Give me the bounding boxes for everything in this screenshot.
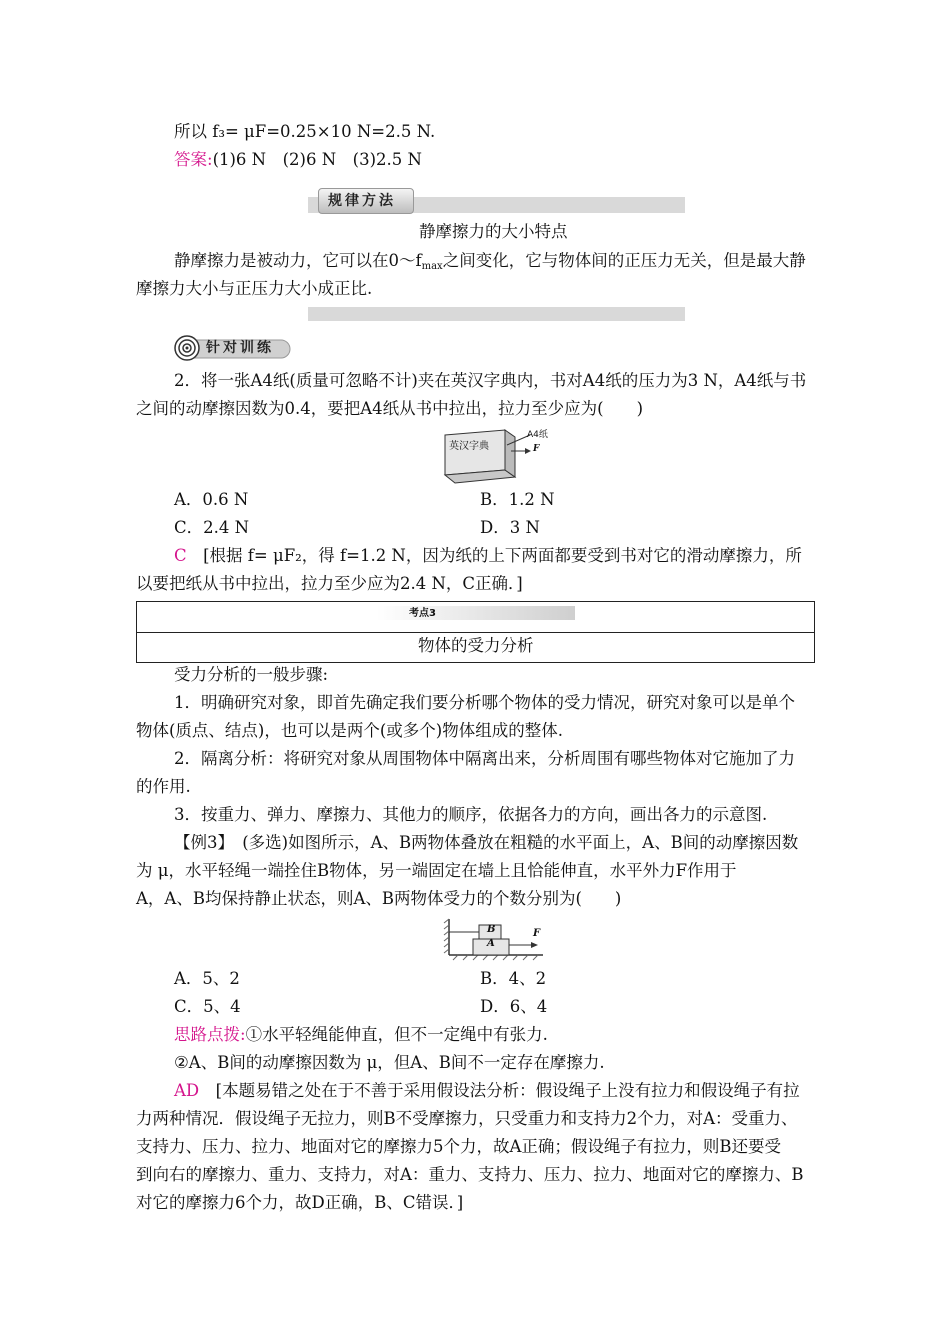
hint-line2: ②A、B间的动摩擦因数为 μ，但A、B间不一定存在摩擦力. [174, 1053, 605, 1072]
method-badge-text: 规律方法 [328, 193, 396, 209]
force-label: F [533, 444, 540, 454]
method-badge [318, 188, 414, 214]
book-label: 英汉字典 [449, 441, 489, 452]
q2-line2: 之间的动摩擦因数为0.4，要把A4纸从书中拉出，拉力至少应为( ) [136, 399, 644, 418]
example3-line3: A，A、B均保持静止状态，则A、B两物体受力的个数分别为( ) [136, 889, 622, 908]
paper-label: A4纸 [527, 430, 548, 440]
q2-explain-line2: 以要把纸从书中拉出，拉力至少应为2.4 N，C正确．] [136, 574, 523, 593]
kaodian-badge: 考点3 [409, 608, 436, 619]
example3-line2: 为 μ，水平轻绳一端拴住B物体，另一端固定在墙上且恰能伸直，水平外力F作用于 [136, 861, 737, 880]
calc-line: 所以 f₃= μF=0.25×10 N=2.5 N. [174, 122, 436, 141]
blocks-force-label: F [533, 928, 541, 939]
answer-line [174, 149, 422, 171]
hint-line1 [174, 1024, 548, 1046]
step3: 3．按重力、弹力、摩擦力、其他力的顺序，依据各力的方向，画出各力的示意图. [174, 805, 768, 824]
hint1: ①水平轻绳能伸直，但不一定绳中有张力. [245, 1025, 548, 1044]
method-text-sub: max [421, 261, 443, 272]
step1-line2: 物体(质点、结点)，也可以是两个(或多个)物体组成的整体. [136, 721, 563, 740]
block-b-label: B [487, 924, 496, 935]
method-title: 静摩擦力的大小特点 [419, 222, 568, 241]
step1-line1: 1．明确研究对象，即首先确定我们要分析哪个物体的受力情况，研究对象可以是单个 [174, 693, 795, 712]
kaodian-box [136, 601, 815, 663]
ex3-option-c: C．5、4 [174, 997, 241, 1016]
kaodian-title: 物体的受力分析 [418, 636, 534, 655]
q2-option-b: B．1.2 N [480, 490, 555, 509]
step2-line2: 的作用. [136, 777, 191, 796]
blocks-diagram [443, 917, 548, 961]
example3-line1: 【例3】 (多选)如图所示，A、B两物体叠放在粗糙的水平面上，A、B间的动摩擦因数 [174, 833, 799, 852]
method-banner-bottom [308, 307, 685, 321]
answer-label: 答案: [174, 150, 213, 169]
hint-label: 思路点拨: [174, 1025, 246, 1044]
ex3-exp1: [本题易错之处在于不善于采用假设法分析：假设绳子上没有拉力和假设绳子有拉 [215, 1081, 800, 1100]
q2-option-d: D．3 N [480, 518, 540, 537]
ex3-exp-line2: 力两种情况．假设绳子无拉力，则B不受摩擦力，只受重力和支持力2个力，对A：受重力、 [136, 1109, 798, 1128]
q2-answer-letter: C [174, 546, 187, 565]
kaodian-divider [137, 632, 814, 633]
q2-option-c: C．2.4 N [174, 518, 250, 537]
method-text-a: 静摩擦力是被动力，它可以在0～f [174, 251, 422, 270]
q2-explain-line1 [174, 545, 802, 567]
answer-text: (1)6 N (2)6 N (3)2.5 N [212, 150, 422, 169]
training-badge [174, 335, 292, 361]
q2-explain-text: [根据 f= μF₂，得 f=1.2 N，因为纸的上下两面都要受到书对它的滑动摩擦力，所 [203, 546, 802, 565]
book-figure [435, 425, 555, 487]
block-a-label: A [487, 938, 495, 949]
ex3-option-a: A．5、2 [174, 969, 240, 988]
ex3-exp-line3: 支持力、压力、拉力、地面对它的摩擦力5个力，故A正确；假设绳子有拉力，则B还要受 [136, 1137, 782, 1156]
ex3-exp-line4: 到向右的摩擦力、重力、支持力，对A：重力、支持力、压力、拉力、地面对它的摩擦力、B [136, 1165, 804, 1184]
kaodian-banner [377, 606, 575, 620]
ex3-option-d: D．6、4 [480, 997, 548, 1016]
method-text-line1 [174, 250, 806, 278]
blocks-figure [443, 917, 548, 961]
q2-line1: 2．将一张A4纸(质量可忽略不计)夹在英汉字典内，书对A4纸的压力为3 N，A4纸与书 [174, 371, 807, 390]
method-text-line2: 摩擦力大小与正压力大小成正比. [136, 279, 373, 298]
steps-intro: 受力分析的一般步骤: [174, 665, 329, 684]
ex3-answer-letter: AD [174, 1081, 200, 1100]
step2-line1: 2．隔离分析：将研究对象从周围物体中隔离出来，分析周围有哪些物体对它施加了力 [174, 749, 795, 768]
q2-option-a: A．0.6 N [174, 490, 249, 509]
training-badge-text: 针对训练 [206, 340, 274, 356]
ex3-exp-line1 [174, 1080, 800, 1102]
ex3-exp-line5: 对它的摩擦力6个力，故D正确，B、C错误．] [136, 1193, 464, 1212]
method-text-b: 之间变化，它与物体间的正压力无关，但是最大静 [442, 251, 806, 270]
ex3-option-b: B．4、2 [480, 969, 547, 988]
